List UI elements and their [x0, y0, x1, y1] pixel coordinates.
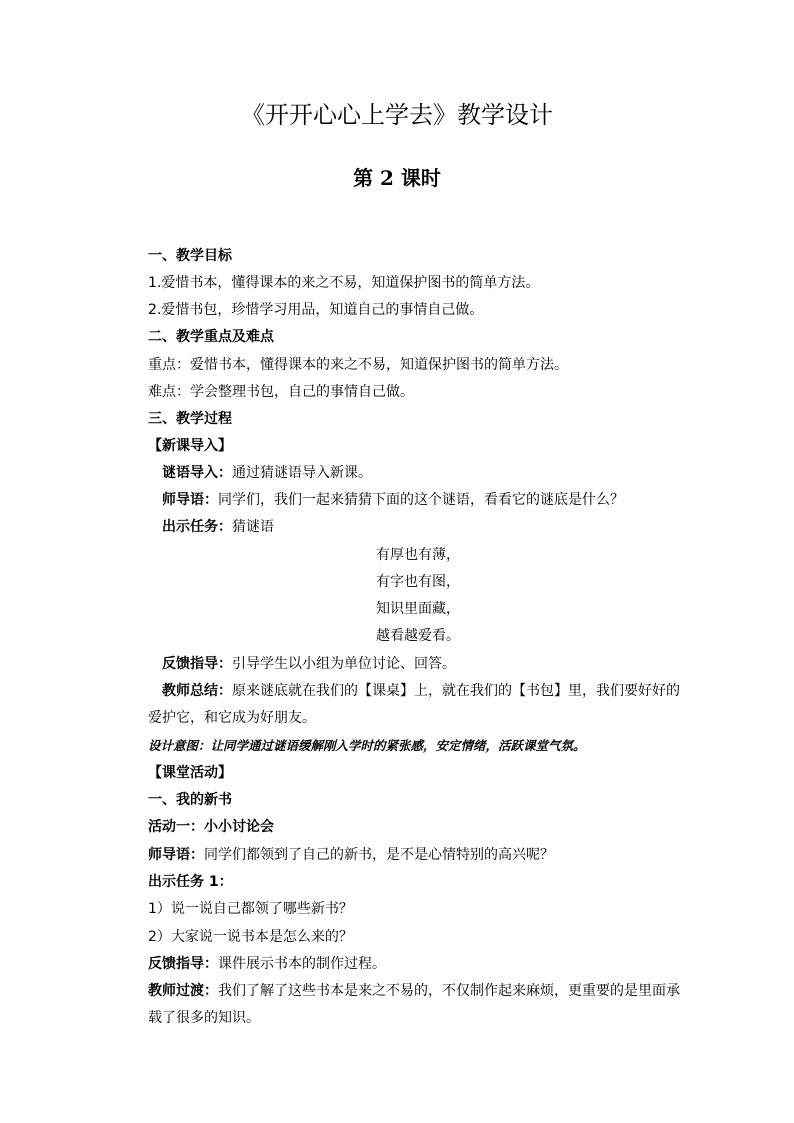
task-riddle-label: 出示任务： — [162, 519, 232, 535]
feedback-guide-1-label: 反馈指导： — [162, 656, 232, 672]
objective-item-2: 2.爱惜书包，珍惜学习用品，知道自己的事情自己做。 — [148, 302, 484, 318]
riddle-line-3: 知识里面藏， — [376, 601, 460, 617]
intro-heading: 【新课导入】 — [148, 438, 232, 454]
section-heading-process: 三、教学过程 — [148, 411, 232, 427]
key-point: 重点：爱惜书本，懂得课本的来之不易，知道保护图书的简单方法。 — [148, 357, 568, 373]
document-subtitle: 第 2 课时 — [353, 166, 441, 190]
teacher-guide-2-text: 同学们都领到了自己的新书，是不是心情特别的高兴呢？ — [204, 847, 554, 863]
teacher-guide-1-label: 师导语： — [162, 492, 218, 508]
teacher-transition-label: 教师过渡： — [148, 983, 218, 999]
activity-heading: 【课堂活动】 — [148, 765, 232, 781]
task-1-heading: 出示任务 1： — [148, 874, 233, 890]
teacher-guide-2 — [148, 845, 554, 865]
task-riddle-text: 猜谜语 — [232, 519, 274, 535]
document-title: 《开开心心上学去》教学设计 — [241, 101, 553, 129]
teacher-guide-2-label: 师导语： — [148, 847, 204, 863]
question-2: 2）大家说一说书本是怎么来的？ — [148, 929, 353, 945]
feedback-guide-1-text: 引导学生以小组为单位讨论、回答。 — [232, 656, 456, 672]
design-intent-note: 设计意图：让同学通过谜语缓解刚入学时的紧张感，安定情绪，活跃课堂气氛。 — [148, 738, 586, 753]
teacher-summary — [162, 681, 680, 701]
task-riddle — [162, 517, 274, 537]
riddle-line-4: 越看越爱看。 — [376, 628, 460, 644]
teacher-guide-1-text: 同学们，我们一起来猜猜下面的这个谜语，看看它的谜底是什么？ — [218, 492, 624, 508]
objective-item-1: 1.爱惜书本，懂得课本的来之不易，知道保护图书的简单方法。 — [148, 275, 540, 291]
feedback-guide-2 — [148, 954, 386, 974]
teacher-summary-label: 教师总结： — [162, 683, 232, 699]
question-1: 1）说一说自己都领了哪些新书？ — [148, 901, 353, 917]
feedback-guide-2-text: 课件展示书本的制作过程。 — [218, 956, 386, 972]
teacher-transition-text-2: 载了很多的知识。 — [148, 1010, 260, 1026]
teacher-guide-1 — [162, 490, 624, 510]
feedback-guide-2-label: 反馈指导： — [148, 956, 218, 972]
section-heading-key-points: 二、教学重点及难点 — [148, 329, 274, 345]
riddle-intro — [162, 463, 372, 483]
teacher-summary-text-1: 原来谜底就在我们的【课桌】上，就在我们的【书包】里，我们要好好的 — [232, 683, 680, 699]
teacher-summary-text-2: 爱护它，和它成为好朋友。 — [148, 710, 316, 726]
activity-1-heading: 活动一：小小讨论会 — [148, 819, 274, 835]
difficult-point: 难点：学会整理书包，自己的事情自己做。 — [148, 384, 414, 400]
feedback-guide-1 — [162, 654, 456, 674]
riddle-line-2: 有字也有图， — [376, 574, 460, 590]
teacher-transition-text-1: 我们了解了这些书本是来之不易的，不仅制作起来麻烦，更重要的是里面承 — [218, 983, 680, 999]
teacher-transition — [148, 981, 680, 1001]
part-1-heading: 一、我的新书 — [148, 792, 232, 808]
riddle-line-1: 有厚也有薄， — [376, 547, 460, 563]
section-heading-objectives: 一、教学目标 — [148, 248, 232, 264]
riddle-intro-text: 通过猜谜语导入新课。 — [232, 465, 372, 481]
riddle-intro-label: 谜语导入： — [162, 465, 232, 481]
